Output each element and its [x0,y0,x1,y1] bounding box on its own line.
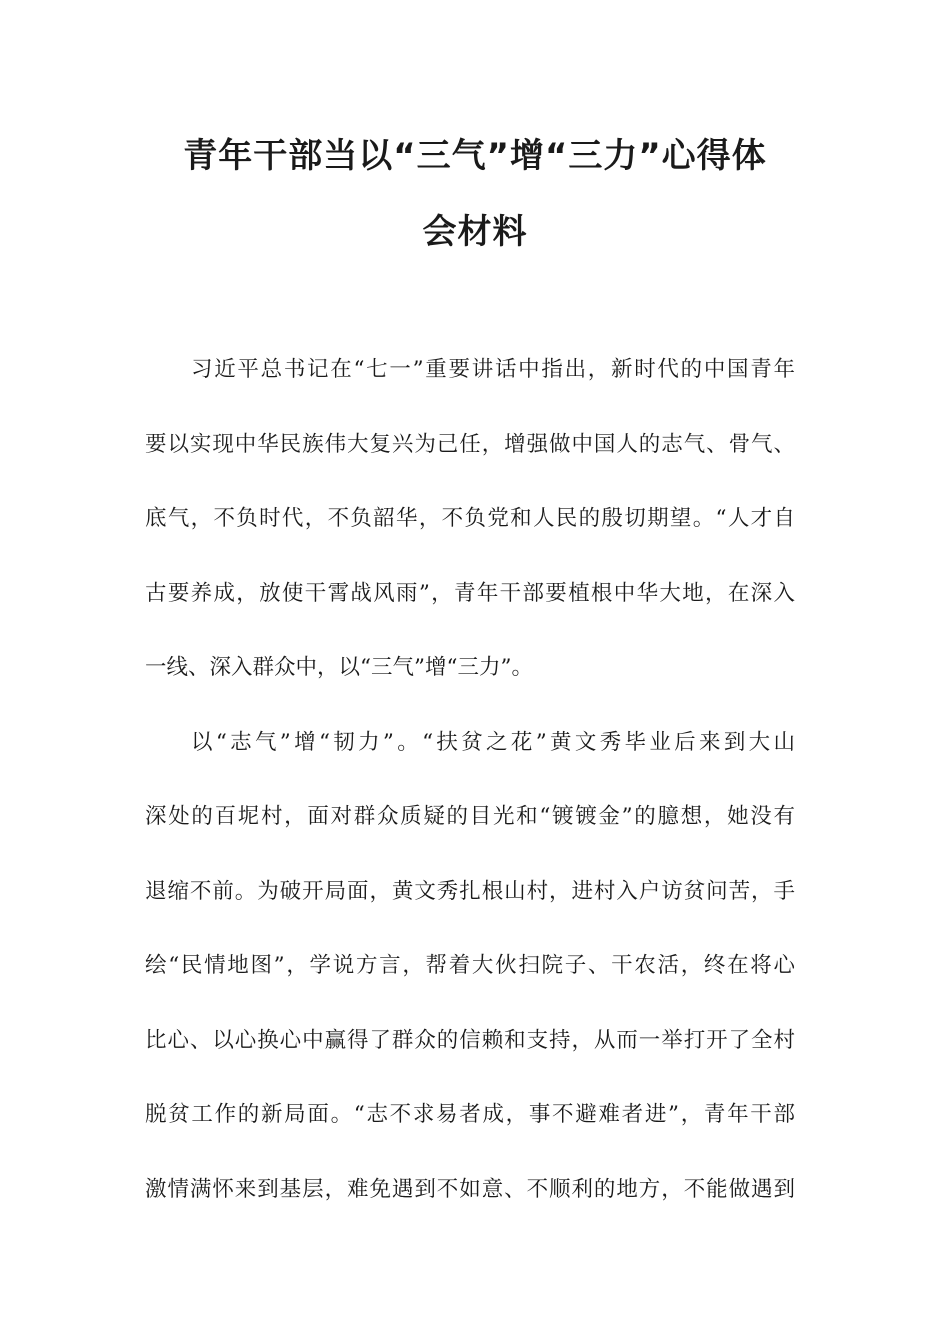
title-line: 青年干部当以“三气”增“三力”心得体 [183,136,767,176]
text-line: 要以实现中华民族伟大复兴为己任，增强做中国人的志气、骨气、 [145,431,795,457]
paragraph-1 [145,333,795,706]
text-line: 习近平总书记在“七一”重要讲话中指出，新时代的中国青年 [191,357,795,382]
text-line: 激情满怀来到基层，难免遇到不如意、不顺利的地方，不能做遇到 [145,1176,795,1202]
document-title [145,118,805,270]
text-line: 深处的百坭村，面对群众质疑的目光和“镀镀金”的臆想，她没有 [145,804,795,829]
text-line: 古要养成，放使干霄战风雨”，青年干部要植根中华大地，在深入 [145,580,795,606]
title-line: 会材料 [422,212,528,252]
text-line: 比心、以心换心中赢得了群众的信赖和支持，从而一举打开了全村 [145,1027,795,1053]
text-line: 一线、深入群众中，以“三气”增“三力”。 [145,655,533,680]
text-line: 退缩不前。为破开局面，黄文秀扎根山村，进村入户访贫问苦，手 [145,878,795,904]
text-line: 以“志气”增“韧力”。“扶贫之花”黄文秀毕业后来到大山 [191,729,795,755]
text-line: 脱贫工作的新局面。“志不求易者成，事不避难者进”，青年干部 [145,1102,795,1127]
text-line: 底气，不负时代，不负韶华，不负党和人民的殷切期望。“人才自 [145,506,795,531]
text-line: 绘“民情地图”，学说方言，帮着大伙扫院子、干农活，终在将心 [145,953,795,978]
document-body [145,333,795,1227]
paragraph-2 [145,706,795,1228]
